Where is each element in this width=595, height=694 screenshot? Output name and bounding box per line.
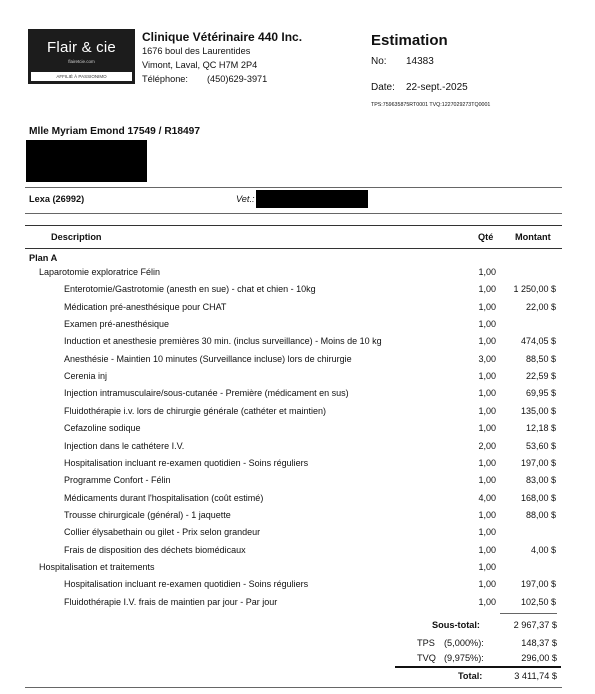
item-amount: 4,00 $	[530, 544, 556, 555]
item-qty: 1,00	[478, 267, 496, 277]
clinic-name: Clinique Vétérinaire 440 Inc.	[142, 30, 303, 44]
clinic-address-line2: Vimont, Laval, QC H7M 2P4	[142, 60, 258, 70]
item-qty: 1,00	[478, 284, 496, 295]
item-description: Médicaments durant l'hospitalisation (coût estimé)	[64, 492, 264, 503]
item-amount: 22,00 $	[525, 301, 556, 312]
item-description: Enterotomie/Gastrotomie (anesth en sue) - chat et chien - 10kg	[64, 284, 316, 295]
estimate-date: 22-sept.-2025	[406, 82, 468, 93]
column-qty: Qté	[478, 232, 494, 242]
item-description: Hospitalisation incluant re-examen quotidien - Soins réguliers	[64, 457, 309, 468]
total-rule	[395, 666, 561, 668]
item-amount: 88,50 $	[525, 353, 556, 364]
document-title: Estimation	[371, 32, 448, 49]
total-label: Total:	[458, 671, 483, 681]
item-qty: 1,00	[478, 475, 496, 486]
table-row	[0, 267, 595, 284]
logo-brand: Flair & cie	[47, 39, 116, 56]
table-row	[0, 475, 595, 492]
clinic-logo	[28, 29, 135, 84]
subtotal-label: Sous-total:	[432, 620, 480, 630]
item-qty: 1,00	[478, 301, 496, 312]
phone-number: (450)629-3971	[207, 74, 268, 84]
item-amount: 12,18 $	[525, 423, 556, 434]
pet-name: Lexa (26992)	[29, 194, 85, 204]
item-qty: 4,00	[478, 492, 496, 503]
estimate-date-label: Date:	[371, 82, 395, 93]
table-row	[0, 284, 595, 301]
item-description: Cerenia inj	[64, 371, 108, 382]
plan-label: Plan A	[29, 253, 58, 263]
item-amount: 83,00 $	[525, 475, 556, 486]
item-description: Programme Confort - Félin	[64, 475, 171, 486]
item-amount: 69,95 $	[525, 388, 556, 399]
item-amount: 168,00 $	[520, 492, 556, 503]
table-row	[0, 302, 595, 319]
item-qty: 1,00	[478, 527, 496, 538]
redacted-client-info	[26, 140, 147, 182]
item-qty: 1,00	[478, 319, 496, 330]
tvq-value: 296,00 $	[521, 653, 557, 663]
subtotal-value: 2 967,37 $	[513, 620, 557, 630]
phone-label: Téléphone:	[142, 74, 188, 84]
divider-top	[25, 187, 562, 188]
item-qty: 1,00	[478, 405, 496, 416]
item-description: Fluidothérapie i.v. lors de chirurgie générale (cathéter et maintien)	[64, 405, 326, 416]
item-amount: 197,00 $	[520, 457, 556, 468]
tps-rate: (5,000%):	[444, 638, 484, 648]
clinic-address-line1: 1676 boul des Laurentides	[142, 46, 251, 56]
divider-pet	[25, 213, 562, 214]
item-description: Induction et anesthesie premières 30 min. (inclus surveillance) - Moins de 10 kg	[64, 336, 382, 347]
item-description: Examen pré-anesthésique	[64, 319, 170, 330]
table-row	[0, 354, 595, 371]
table-row	[0, 371, 595, 388]
item-qty: 1,00	[478, 561, 496, 572]
table-row	[0, 406, 595, 423]
logo-tagline: AFFILIÉ À PASSIONIMO	[31, 72, 132, 81]
item-amount: 22,59 $	[525, 371, 556, 382]
item-description: Anesthésie - Maintien 10 minutes (Surveillance incluse) lors de chirurgie	[64, 353, 352, 364]
table-header-top-border	[25, 225, 562, 226]
item-qty: 1,00	[478, 596, 496, 607]
client-name: Mlle Myriam Emond 17549 / R18497	[29, 126, 201, 137]
item-description: Trousse chirurgicale (général) - 1 jaquette	[64, 509, 231, 520]
item-description: Cefazoline sodique	[64, 423, 141, 434]
item-qty: 1,00	[478, 509, 496, 520]
item-description: Hospitalisation incluant re-examen quotidien - Soins réguliers	[64, 579, 309, 590]
subtotal-rule	[500, 613, 557, 614]
item-qty: 1,00	[478, 457, 496, 468]
table-row	[0, 319, 595, 336]
table-row	[0, 579, 595, 596]
table-row	[0, 493, 595, 510]
item-qty: 1,00	[478, 371, 496, 382]
item-amount: 197,00 $	[520, 579, 556, 590]
item-amount: 53,60 $	[525, 440, 556, 451]
tvq-label: TVQ	[417, 653, 436, 663]
logo-site: flairetcie.com	[68, 59, 95, 64]
item-description: Fluidothérapie I.V. frais de maintien par jour - Par jour	[64, 596, 278, 607]
tps-value: 148,37 $	[521, 638, 557, 648]
item-qty: 1,00	[478, 388, 496, 399]
table-row	[0, 597, 595, 614]
table-row	[0, 562, 595, 579]
table-row	[0, 545, 595, 562]
vet-label: Vet.:	[236, 194, 255, 204]
estimate-number-label: No:	[371, 56, 387, 67]
item-amount: 474,05 $	[520, 336, 556, 347]
item-description: Collier élysabethain ou gilet - Prix selon grandeur	[64, 527, 261, 538]
item-description: Médication pré-anesthésique pour CHAT	[64, 301, 227, 312]
table-row	[0, 423, 595, 440]
item-qty: 1,00	[478, 579, 496, 590]
item-qty: 2,00	[478, 440, 496, 451]
estimate-number: 14383	[406, 56, 434, 67]
total-value: 3 411,74 $	[514, 671, 557, 681]
table-row	[0, 527, 595, 544]
table-row	[0, 388, 595, 405]
tvq-rate: (9,975%):	[444, 653, 484, 663]
tps-label: TPS	[417, 638, 435, 648]
table-row	[0, 510, 595, 527]
item-description: Injection intramusculaire/sous-cutanée - Première (médicament en sus)	[64, 388, 349, 399]
tax-registration-ids: TPS:759635875RT0001 TVQ:1227029273TQ0001	[371, 102, 491, 108]
column-amount: Montant	[515, 232, 551, 242]
item-amount: 102,50 $	[520, 596, 556, 607]
item-qty: 1,00	[478, 336, 496, 347]
table-row	[0, 458, 595, 475]
divider-bottom	[25, 687, 562, 688]
item-qty: 1,00	[478, 544, 496, 555]
item-amount: 1 250,00 $	[513, 284, 556, 295]
item-qty: 1,00	[478, 423, 496, 434]
table-row	[0, 336, 595, 353]
table-row	[0, 441, 595, 458]
item-description: Frais de disposition des déchets biomédicaux	[64, 544, 246, 555]
item-amount: 88,00 $	[525, 509, 556, 520]
redacted-vet-name	[256, 190, 368, 208]
item-amount: 135,00 $	[520, 405, 556, 416]
item-qty: 3,00	[478, 353, 496, 364]
item-description: Injection dans le cathétere I.V.	[64, 440, 185, 451]
item-description: Laparotomie exploratrice Félin	[39, 267, 161, 277]
table-header-bottom-border	[25, 248, 562, 249]
column-description: Description	[51, 232, 102, 242]
item-description: Hospitalisation et traitements	[39, 561, 155, 572]
